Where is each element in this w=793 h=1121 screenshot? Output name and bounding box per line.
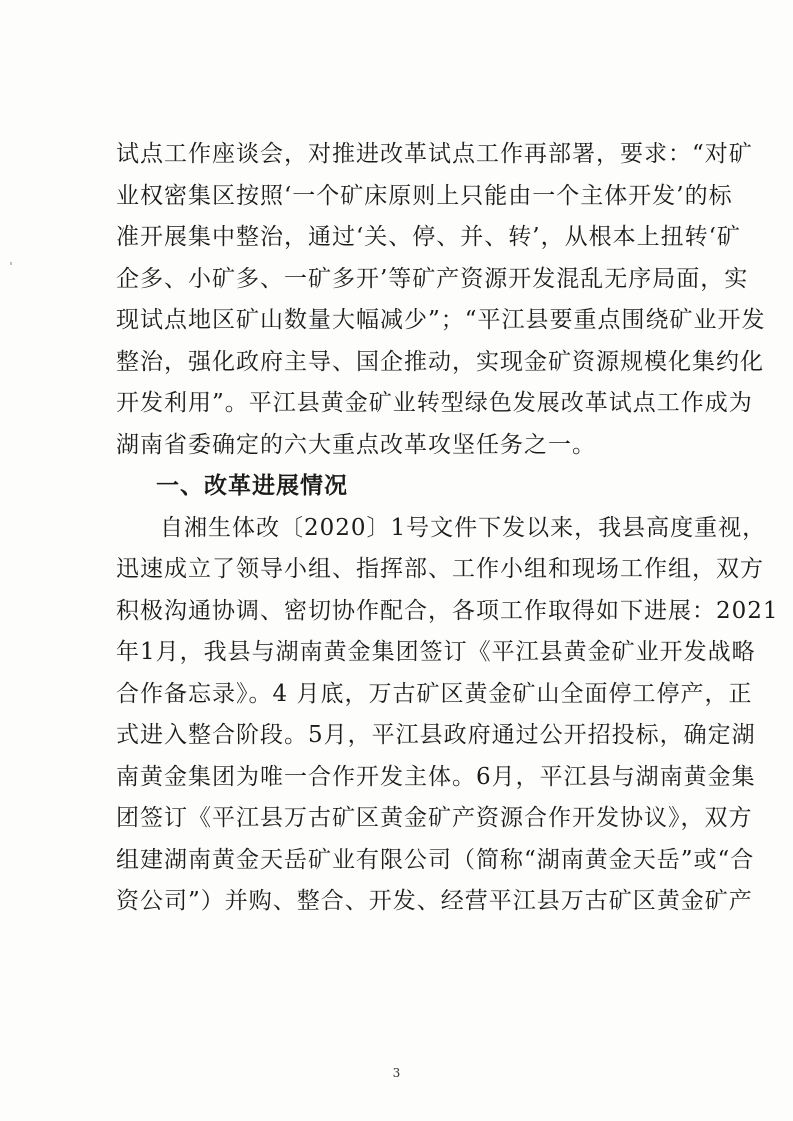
text-line: 迅速成立了领导小组、指挥部、工作小组和现场工作组，双方	[116, 556, 764, 582]
page-number: 3	[392, 1066, 401, 1080]
text-line: 资公司”）并购、整合、开发、经营平江县万古矿区黄金矿产	[116, 888, 753, 914]
text-line: 南黄金集团为唯一合作开发主体。6月，平江县与湖南黄金集	[116, 763, 756, 790]
text-line: 团签订《平江县万古矿区黄金矿产资源合作开发协议》，双方	[116, 805, 753, 831]
text-line: 组建湖南黄金天岳矿业有限公司（简称“湖南黄金天岳”或“合	[116, 846, 755, 873]
text-line: 自湘生体改〔2020〕1号文件下发以来，我县高度重视，	[160, 514, 767, 541]
text-line: 业权密集区按照‘一个矿床原则上只能由一个主体开发’的标	[116, 182, 733, 209]
text-line: 式进入整合阶段。5月，平江县政府通过公开招投标，确定湖	[116, 722, 756, 748]
document-body	[116, 134, 779, 923]
text-line: 试点工作座谈会，对推进改革试点工作再部署，要求：“对矿	[116, 141, 753, 167]
text-line: 积极沟通协调、密切协作配合，各项工作取得如下进展：2021	[116, 597, 779, 624]
text-line: 整治，强化政府主导、国企推动，实现金矿资源规模化集约化	[116, 348, 764, 375]
text-line: 湖南省委确定的六大重点改革攻坚任务之一。	[116, 431, 596, 458]
section-heading: 一、改革进展情况	[156, 473, 348, 499]
text-line: 合作备忘录》。4 月底，万古矿区黄金矿山全面停工停产，正	[116, 680, 753, 707]
scan-mark	[10, 262, 12, 265]
text-line: 企多、小矿多、一矿多开’等矿产资源开发混乱无序局面，实	[116, 265, 749, 292]
text-line: 现试点地区矿山数量大幅减少”；“平江县要重点围绕矿业开发	[116, 307, 766, 333]
text-line: 年1月，我县与湖南黄金集团签订《平江县黄金矿业开发战略	[116, 639, 756, 665]
text-line: 开发利用”。平江县黄金矿业转型绿色发展改革试点工作成为	[116, 390, 753, 416]
text-line: 准开展集中整治，通过‘关、停、并、转’，从根本上扭转‘矿	[116, 224, 741, 250]
